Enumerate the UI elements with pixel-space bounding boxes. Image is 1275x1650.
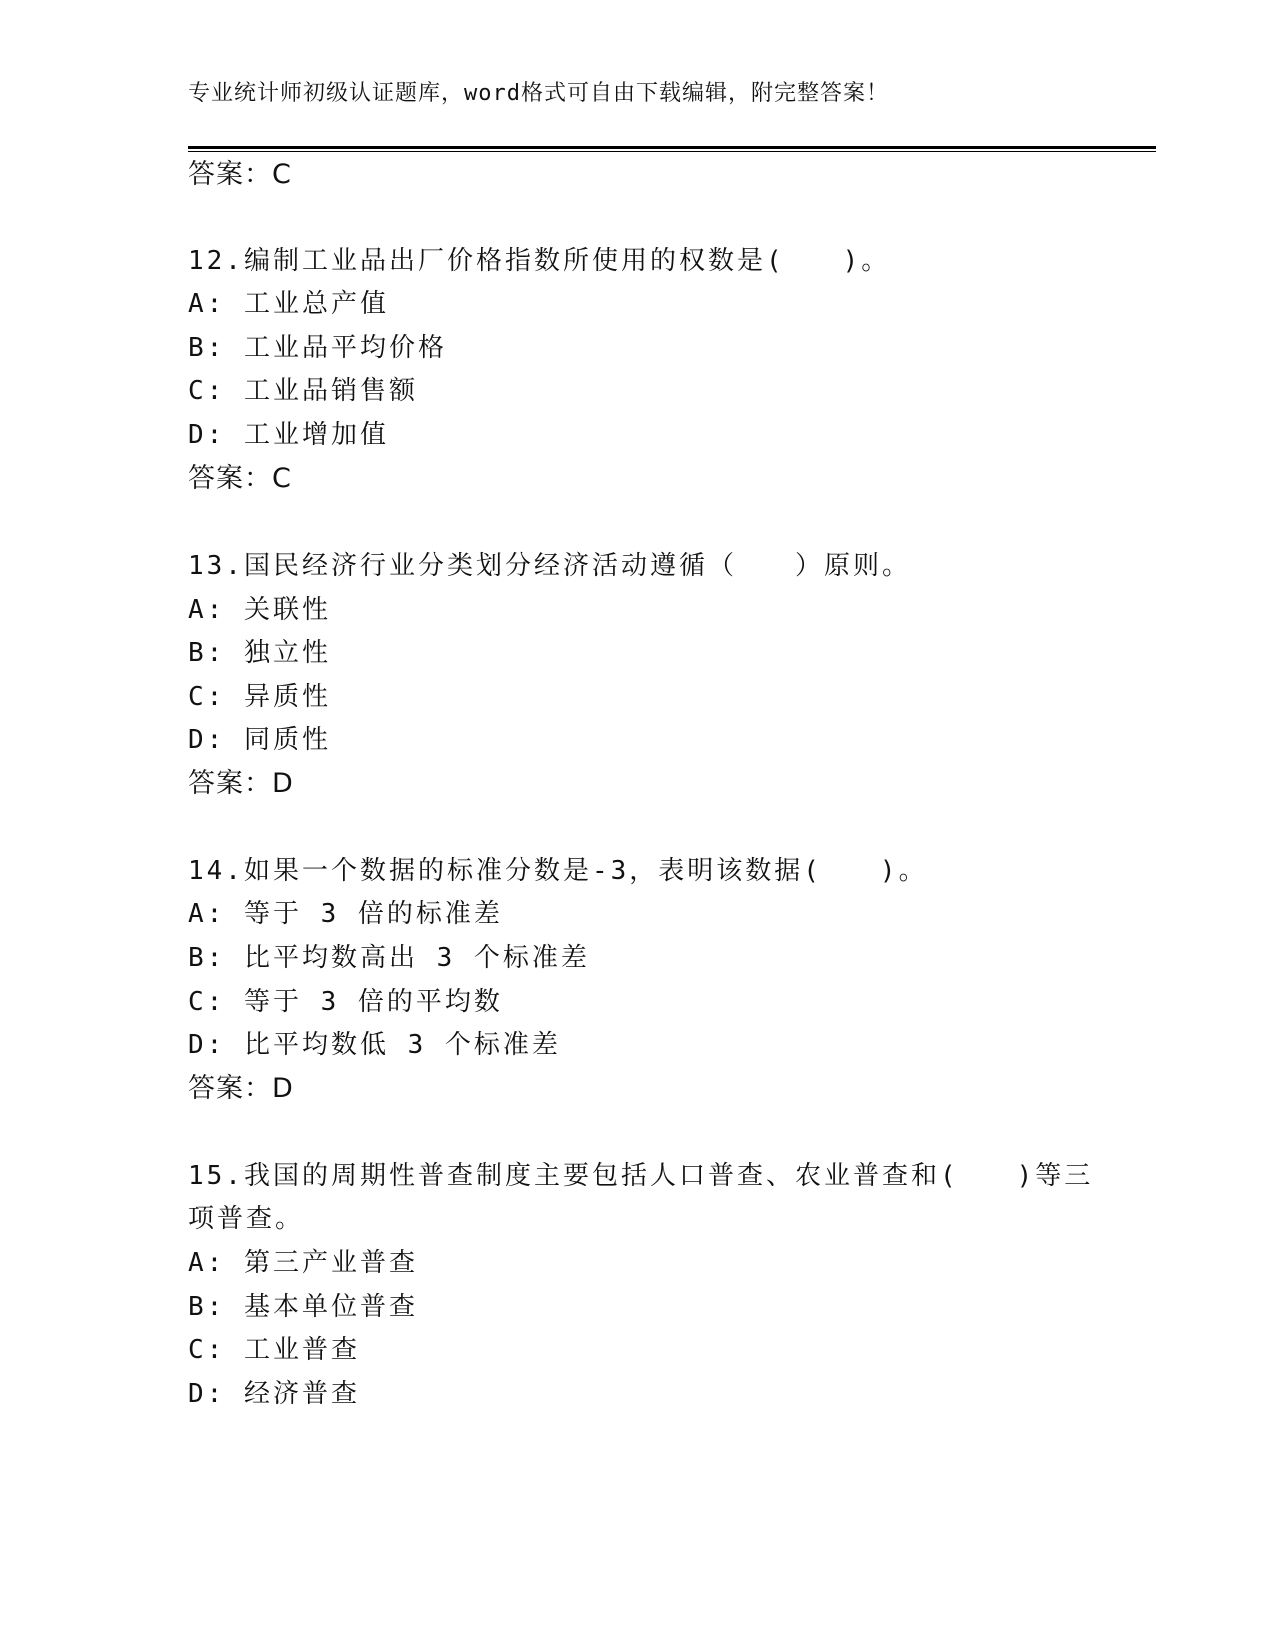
- question-15-stem: 15.我国的周期性普查制度主要包括人口普查、农业普查和( )等三: [188, 1161, 1094, 1191]
- question-15-option-c: C: 工业普查: [188, 1335, 360, 1365]
- question-15-stem-continued: 项普查。: [188, 1204, 305, 1234]
- question-12-option-c: C: 工业品销售额: [188, 376, 418, 406]
- header-rule-thick: [188, 146, 1156, 149]
- question-14-option-b: B: 比平均数高出 3 个标准差: [188, 943, 590, 973]
- header-rule-thin: [188, 151, 1156, 152]
- answer-13: 答案：D: [188, 768, 294, 799]
- page-header: 专业统计师初级认证题库，word格式可自由下载编辑，附完整答案！: [188, 81, 889, 106]
- answer-11: 答案：C: [188, 159, 292, 190]
- answer-14: 答案：D: [188, 1073, 294, 1104]
- question-12-option-b: B: 工业品平均价格: [188, 333, 447, 363]
- question-12-option-d: D: 工业增加值: [188, 420, 389, 450]
- question-12-stem: 12.编制工业品出厂价格指数所使用的权数是( )。: [188, 246, 891, 276]
- question-13-option-b: B: 独立性: [188, 638, 331, 668]
- question-14-stem: 14.如果一个数据的标准分数是-3，表明该数据( )。: [188, 856, 928, 886]
- question-13-stem: 13.国民经济行业分类划分经济活动遵循（ ）原则。: [188, 551, 911, 581]
- question-13-option-d: D: 同质性: [188, 725, 331, 755]
- question-15-option-a: A: 第三产业普查: [188, 1248, 418, 1278]
- question-14-option-a: A: 等于 3 倍的标准差: [188, 899, 503, 929]
- question-15-option-b: B: 基本单位普查: [188, 1292, 418, 1322]
- question-14-option-d: D: 比平均数低 3 个标准差: [188, 1030, 561, 1060]
- question-12-option-a: A: 工业总产值: [188, 289, 389, 319]
- question-13-option-c: C: 异质性: [188, 682, 331, 712]
- question-13-option-a: A: 关联性: [188, 595, 331, 625]
- answer-12: 答案：C: [188, 463, 292, 494]
- question-15-option-d: D: 经济普查: [188, 1379, 360, 1409]
- question-14-option-c: C: 等于 3 倍的平均数: [188, 987, 503, 1017]
